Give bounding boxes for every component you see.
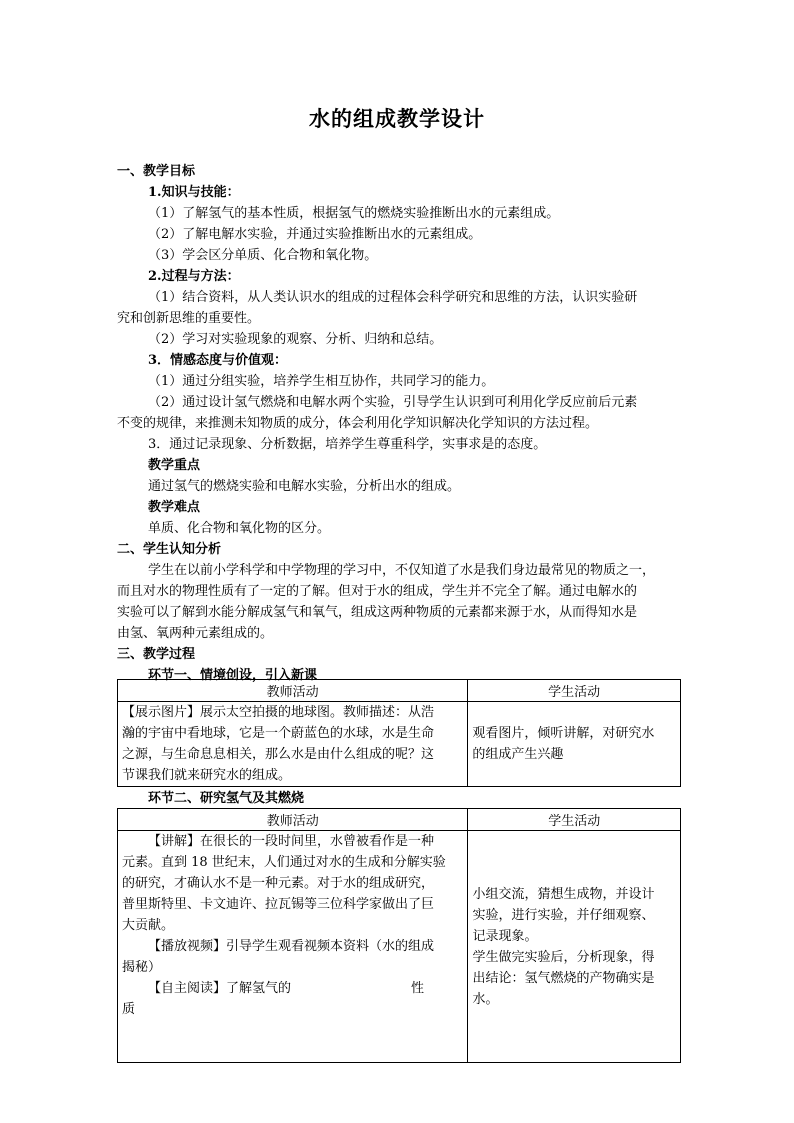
- goal-item: （2）了解电解水实验，并通过实验推断出水的元素组成。: [148, 227, 482, 242]
- table-header-student: 学生活动: [468, 809, 681, 831]
- table-header-student: 学生活动: [468, 680, 681, 702]
- label-difficulty: 教学难点: [148, 500, 201, 515]
- section-heading-goals: 一、教学目标: [117, 164, 196, 179]
- cell-line-part: 【自主阅读】了解氢气的: [148, 981, 292, 996]
- analysis-line: 由氢、氧两种元素组成的。: [117, 626, 274, 641]
- goal-item: （3）学会区分单质、化合物和氧化物。: [148, 248, 378, 263]
- cell-line: 大贡献。: [122, 918, 175, 933]
- table-header-teacher: 教师活动: [118, 809, 468, 831]
- activity-table-1: [117, 679, 681, 787]
- cell-line: 【讲解】在很长的一段时间里，水曾被看作是一种: [148, 834, 435, 849]
- cell-line: 之源，与生命息息相关，那么水是由什么组成的呢？这: [122, 747, 435, 762]
- cell-line-part: 性: [411, 981, 425, 996]
- goal-item: （1）通过分组实验，培养学生相互协作，共同学习的能力。: [148, 374, 495, 389]
- cell-line: 揭秘）: [122, 960, 162, 975]
- step-heading-1: 环节一、情境创设，引入新课: [148, 668, 318, 683]
- cell-line: 实验，进行实验，并仔细观察、: [472, 907, 655, 923]
- cell-line: 学生做完实验后，分析现象，得: [472, 949, 655, 965]
- cell-line: 小组交流，猜想生成物，并设计: [472, 886, 655, 902]
- subheading-process: 2.过程与方法：: [148, 269, 240, 284]
- goal-item-cont: 不变的规律，来推测未知物质的成分，体会利用化学知识解决化学知识的方法过程。: [117, 416, 599, 431]
- cell-line: 【展示图片】展示太空拍摄的地球图。教师描述：从浩: [122, 705, 435, 720]
- cell-line: 瀚的宇宙中看地球，它是一个蔚蓝色的水球，水是生命: [122, 726, 435, 741]
- cell-line: 水。: [472, 991, 499, 1007]
- cell-line: 【播放视频】引导学生观看视频本资料（水的组成: [148, 939, 435, 954]
- goal-item: （2）学习对实验现象的观察、分析、归纳和总结。: [148, 332, 443, 347]
- student-activity-cell: [468, 702, 681, 787]
- cell-line: 观看图片，倾听讲解，对研究水: [472, 726, 655, 741]
- section-heading-analysis: 二、学生认知分析: [117, 542, 222, 557]
- subheading-attitude: 3．情感态度与价值观：: [148, 353, 288, 368]
- page-title: 水的组成教学设计: [309, 106, 485, 131]
- cell-line: [122, 978, 463, 999]
- table-header-teacher: 教师活动: [118, 680, 468, 702]
- goal-item: （2）通过设计氢气燃烧和电解水两个实验，引导学生认识到可利用化学反应前后元素: [148, 395, 638, 410]
- step-heading-2: 环节二、研究氢气及其燃烧: [148, 791, 305, 806]
- section-heading-process: 三、教学过程: [117, 647, 196, 662]
- key-points-text: 通过氢气的燃烧实验和电解水实验，分析出水的组成。: [148, 479, 461, 494]
- cell-line: 质: [122, 1002, 136, 1017]
- cell-line: 出结论：氢气燃烧的产物确实是: [472, 970, 655, 986]
- goal-item-cont: 究和创新思维的重要性。: [117, 311, 261, 326]
- goal-item: （1）结合资料，从人类认识水的组成的过程体会科学研究和思维的方法，认识实验研: [148, 290, 638, 305]
- activity-table-2: [117, 808, 681, 1063]
- cell-line: 的组成产生兴趣: [472, 747, 564, 762]
- label-key-points: 教学重点: [148, 458, 201, 473]
- cell-line: 元素。直到 18 世纪末，人们通过对水的生成和分解实验: [122, 855, 446, 870]
- cell-line: 的研究，才确认水不是一种元素。对于水的组成研究，: [122, 876, 435, 891]
- cell-line: 普里斯特里、卡文迪许、拉瓦锡等三位科学家做出了巨: [122, 897, 435, 912]
- cell-line: 节课我们就来研究水的组成。: [122, 768, 292, 783]
- goal-item: （1）了解氢气的基本性质，根据氢气的燃烧实验推断出水的元素组成。: [148, 206, 560, 221]
- analysis-line: 学生在以前小学科学和中学物理的学习中，不仅知道了水是我们身边最常见的物质之一，: [148, 563, 656, 578]
- analysis-line: 而且对水的物理性质有了一定的了解。但对于水的组成，学生并不完全了解。通过电解水的: [117, 584, 638, 599]
- goal-item: 3．通过记录现象、分析数据，培养学生尊重科学，实事求是的态度。: [148, 437, 547, 452]
- difficulty-text: 单质、化合物和氧化物的区分。: [148, 521, 331, 536]
- teacher-activity-cell: [118, 831, 468, 1063]
- student-activity-cell: [468, 831, 681, 1063]
- subheading-knowledge: 1.知识与技能：: [148, 185, 240, 200]
- teacher-activity-cell: [118, 702, 468, 787]
- cell-line: 记录现象。: [472, 928, 538, 944]
- analysis-line: 实验可以了解到水能分解成氢气和氧气，组成这两种物质的元素都来源于水，从而得知水是: [117, 605, 638, 620]
